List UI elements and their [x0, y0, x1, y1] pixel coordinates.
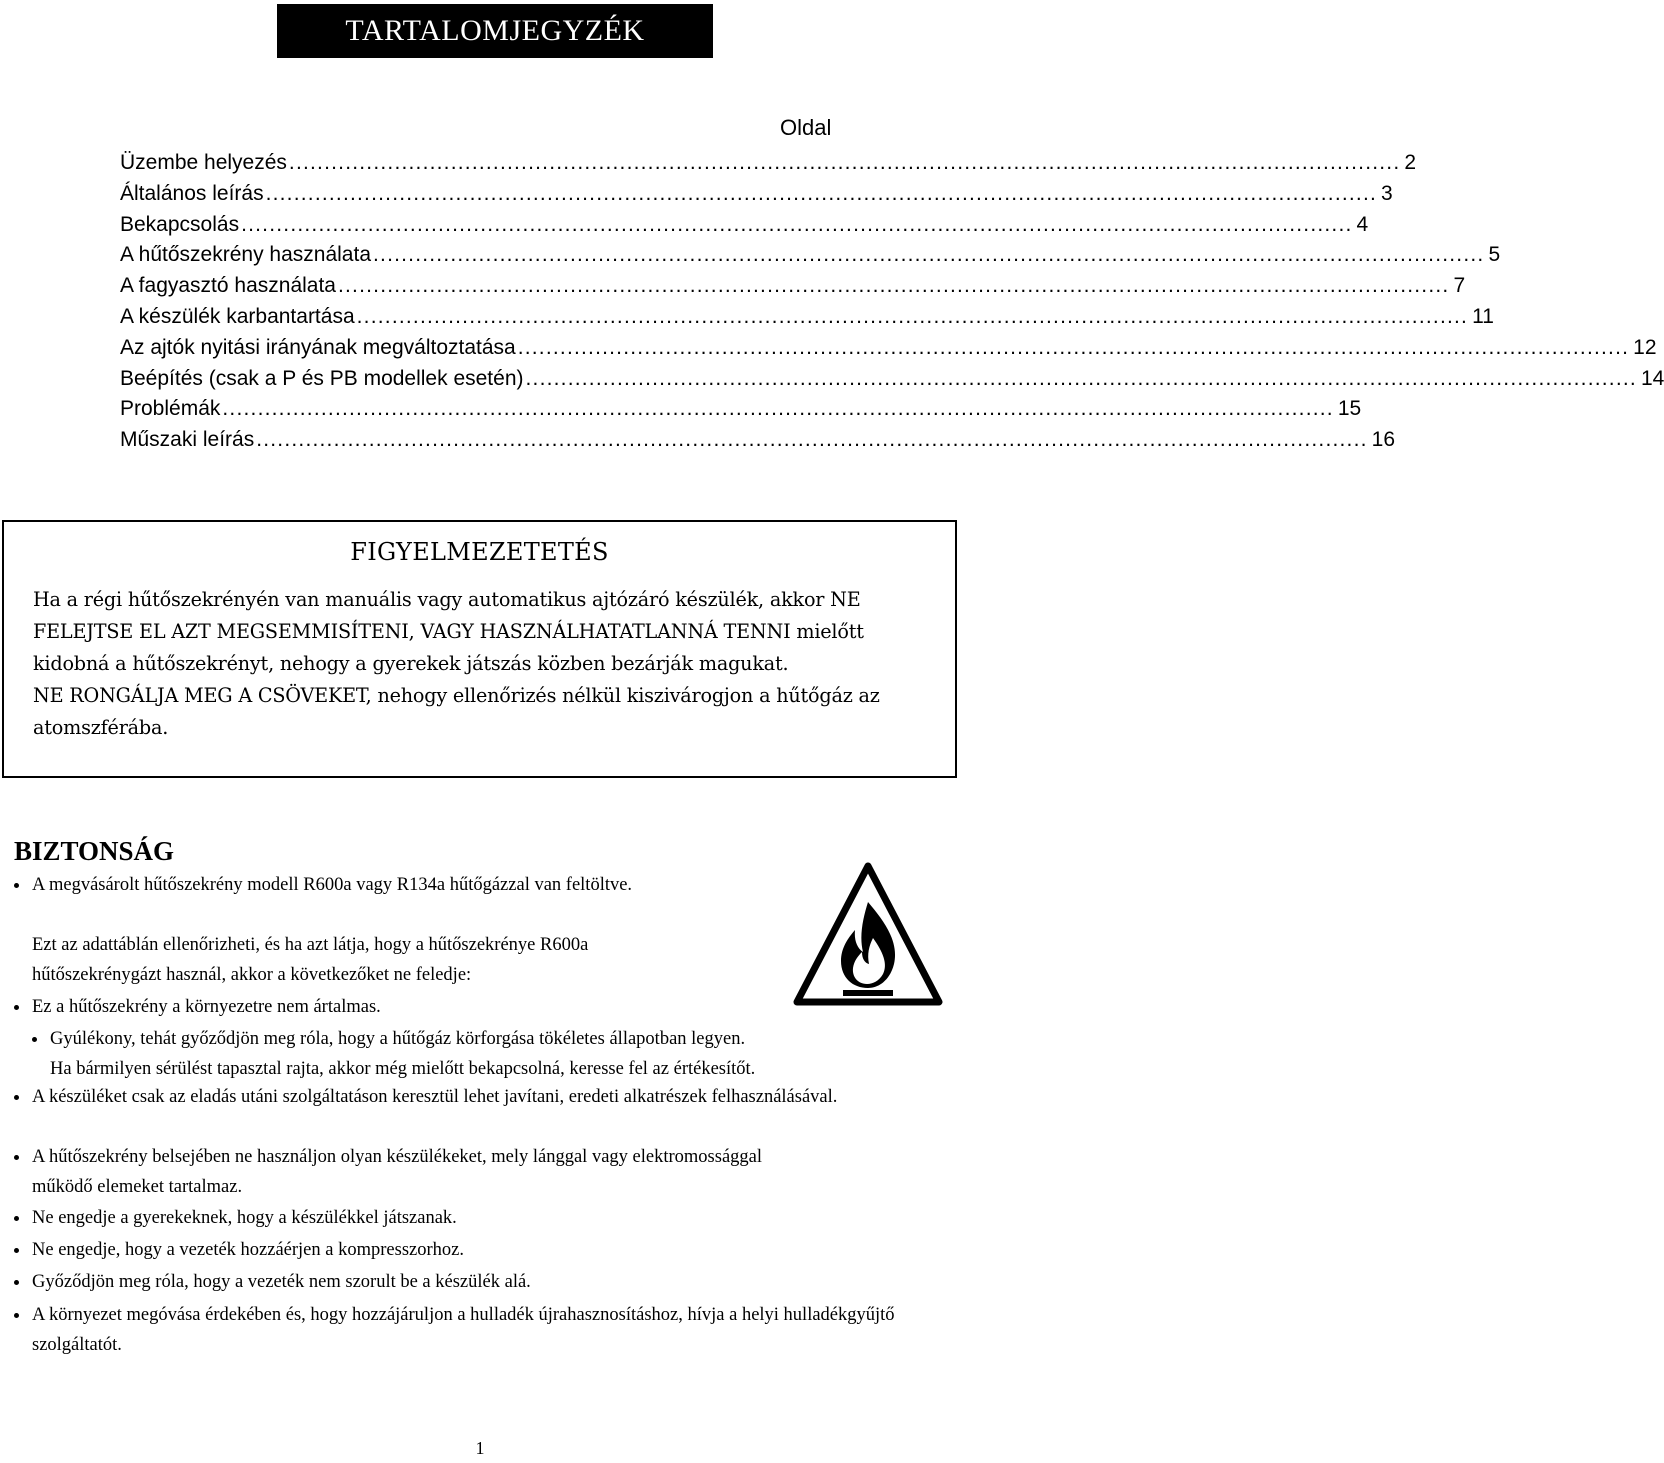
safety-bullet: Győződjön meg róla, hogy a vezeték nem szorult be a készülék alá.: [32, 1267, 912, 1297]
toc-entry-label: Beépítés (csak a P és PB modellek esetén): [120, 366, 524, 390]
warning-paragraph: Ha a régi hűtőszekrényén van manuális vagy automatikus ajtózáró készülék, akkor NE FELEJTSE EL AZT MEGSEMMISÍTENI, VAGY HASZNÁLHATATLANNÁ TENNI mielőtt kidobná a hűtőszekrényt, nehogy a gyerekek játszás közben bezárják magukat.: [33, 588, 864, 675]
warning-text: [33, 584, 938, 744]
toc-entry-page: 3: [1381, 181, 1393, 205]
safety-bullet: A készüléket csak az eladás utáni szolgáltatáson keresztül lehet javítani, eredeti alkatrészek felhasználásával.: [32, 1082, 912, 1112]
toc-entry-label: Üzembe helyezés: [120, 151, 287, 174]
safety-bullet: Ne engedje a gyerekeknek, hogy a készülékkel játszanak.: [32, 1203, 912, 1233]
warning-title: FIGYELMEZETETÉS: [350, 538, 609, 566]
toc-entry-label: A fagyasztó használata: [120, 274, 336, 298]
toc-entry-page: 15: [1337, 397, 1362, 421]
toc-entry-page: 12: [1633, 335, 1657, 359]
toc-entry: Beépítés (csak a P és PB modellek esetén) .............................................................................................................................................................. 14: [120, 366, 1664, 390]
table-of-contents: [120, 151, 1664, 459]
toc-entry-label: Műszaki leírás: [120, 428, 255, 452]
toc-entry-page: 7: [1453, 274, 1466, 298]
safety-bullet: A megvásárolt hűtőszekrény modell R600a vagy R134a hűtőgázzal van feltöltve.: [32, 870, 732, 900]
safety-bullet: A hűtőszekrény belsejében ne használjon olyan készülékeket, mely lánggal vagy elektromossággal működő elemeket tartalmaz.: [32, 1142, 812, 1202]
toc-entry-label: Bekapcsolás: [120, 212, 240, 236]
toc-entry-label: A hűtőszekrény használata: [120, 243, 371, 267]
toc-entry-page: 2: [1404, 151, 1417, 174]
toc-entry-label: Problémák: [120, 397, 221, 421]
toc-entry-label: A készülék karbantartása: [120, 304, 355, 328]
toc-entry: A fagyasztó használata .............................................................................................................................................................. 7: [120, 274, 1466, 298]
toc-entry: Üzembe helyezés .............................................................................................................................................................. 2: [120, 151, 1417, 174]
toc-entry-page: 11: [1472, 304, 1494, 328]
toc-entry: Problémák .............................................................................................................................................................. 15: [120, 397, 1362, 421]
toc-entry: A hűtőszekrény használata .............................................................................................................................................................. 5: [120, 243, 1501, 267]
toc-entry-page: 14: [1640, 366, 1664, 390]
warning-paragraph: NE RONGÁLJA MEG A CSÖVEKET, nehogy ellenőrizés nélkül kiszivárogjon a hűtőgáz az atomszférába.: [33, 684, 880, 739]
toc-entry: Műszaki leírás .............................................................................................................................................................. 16: [120, 428, 1396, 452]
safety-title: BIZTONSÁG: [14, 836, 175, 866]
toc-entry-label: Általános leírás: [120, 181, 264, 205]
toc-entry: Bekapcsolás .............................................................................................................................................................. 4: [120, 212, 1369, 236]
page-number: 1: [475, 1438, 485, 1458]
flammable-warning-icon: [793, 860, 943, 1010]
toc-title: TARTALOMJEGYZÉK: [277, 4, 713, 58]
safety-bullet: Ne engedje, hogy a vezeték hozzáérjen a kompresszorhoz.: [32, 1235, 912, 1265]
toc-entry: A készülék karbantartása .............................................................................................................................................................. 11: [120, 304, 1494, 328]
toc-entry-page: 16: [1371, 428, 1396, 452]
toc-entry-label: Az ajtók nyitási irányának megváltoztatása: [120, 335, 516, 359]
warning-box: [2, 520, 957, 778]
safety-bullet: Ez a hűtőszekrény a környezetre nem ártalmas.: [32, 992, 772, 1022]
toc-entry: Általános leírás .............................................................................................................................................................. 3: [120, 181, 1393, 205]
toc-page-column-header: Oldal: [780, 115, 832, 140]
toc-entry-page: 4: [1356, 212, 1369, 236]
safety-bullet: A környezet megóvása érdekében és, hogy hozzájáruljon a hulladék újrahasznosításhoz, hívja a helyi hulladékgyűjtő szolgáltatót.: [32, 1300, 927, 1360]
toc-entry: Az ajtók nyitási irányának megváltoztatása .............................................................................................................................................................. 12: [120, 335, 1657, 359]
toc-entry-page: 5: [1488, 243, 1501, 267]
safety-bullet: Gyúlékony, tehát győződjön meg róla, hogy a hűtőgáz körforgása tökéletes állapotban legyen. Ha bármilyen sérülést tapasztal rajta, akkor még mielőtt bekapcsolná, keresse fel az értékesítőt.: [50, 1024, 950, 1084]
safety-note: Ezt az adattáblán ellenőrizheti, és ha azt látja, hogy a hűtőszekrénye R600a hűtőszekrénygázt használ, akkor a következőket ne feledje:: [32, 935, 589, 985]
